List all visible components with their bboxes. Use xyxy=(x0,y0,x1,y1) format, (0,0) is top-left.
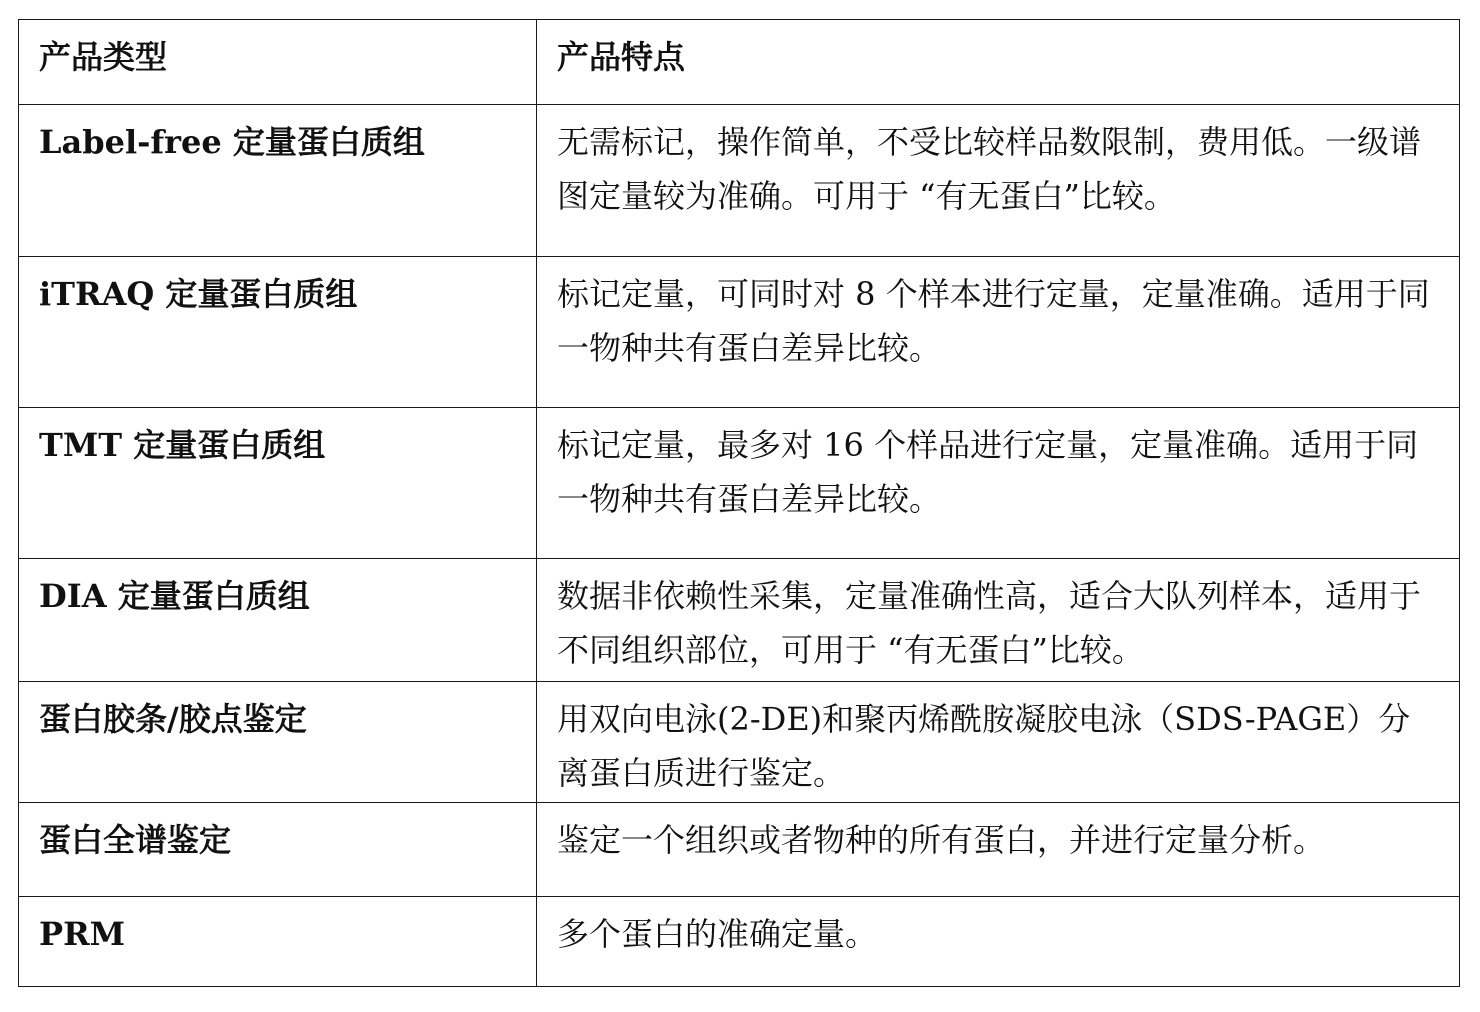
product-features-cell: 数据非依赖性采集，定量准确性高，适合大队列样本，适用于不同组织部位，可用于 “有无蛋白”比较。 xyxy=(537,559,1460,682)
product-type-cell: TMT 定量蛋白质组 xyxy=(19,408,537,559)
header-product-features: 产品特点 xyxy=(537,20,1460,105)
product-type-cell: DIA 定量蛋白质组 xyxy=(19,559,537,682)
table-row xyxy=(19,897,1460,987)
table-row xyxy=(19,105,1460,257)
product-features-cell: 标记定量，最多对 16 个样品进行定量，定量准确。适用于同一物种共有蛋白差异比较。 xyxy=(537,408,1460,559)
product-features-cell: 标记定量，可同时对 8 个样本进行定量，定量准确。适用于同一物种共有蛋白差异比较。 xyxy=(537,257,1460,408)
table-row xyxy=(19,408,1460,559)
table-row xyxy=(19,803,1460,897)
product-type-cell: 蛋白全谱鉴定 xyxy=(19,803,537,897)
product-type-cell: Label-free 定量蛋白质组 xyxy=(19,105,537,257)
table-row xyxy=(19,257,1460,408)
header-product-type: 产品类型 xyxy=(19,20,537,105)
header-row xyxy=(19,20,1460,105)
product-table xyxy=(18,19,1460,987)
product-type-cell: 蛋白胶条/胶点鉴定 xyxy=(19,682,537,803)
product-features-cell: 多个蛋白的准确定量。 xyxy=(537,897,1460,987)
table-row xyxy=(19,682,1460,803)
product-features-cell: 无需标记，操作简单，不受比较样品数限制，费用低。一级谱图定量较为准确。可用于 “有无蛋白”比较。 xyxy=(537,105,1460,257)
product-features-cell: 用双向电泳(2-DE)和聚丙烯酰胺凝胶电泳（SDS-PAGE）分离蛋白质进行鉴定。 xyxy=(537,682,1460,803)
product-type-cell: iTRAQ 定量蛋白质组 xyxy=(19,257,537,408)
table-row xyxy=(19,559,1460,682)
product-type-cell: PRM xyxy=(19,897,537,987)
product-features-cell: 鉴定一个组织或者物种的所有蛋白，并进行定量分析。 xyxy=(537,803,1460,897)
